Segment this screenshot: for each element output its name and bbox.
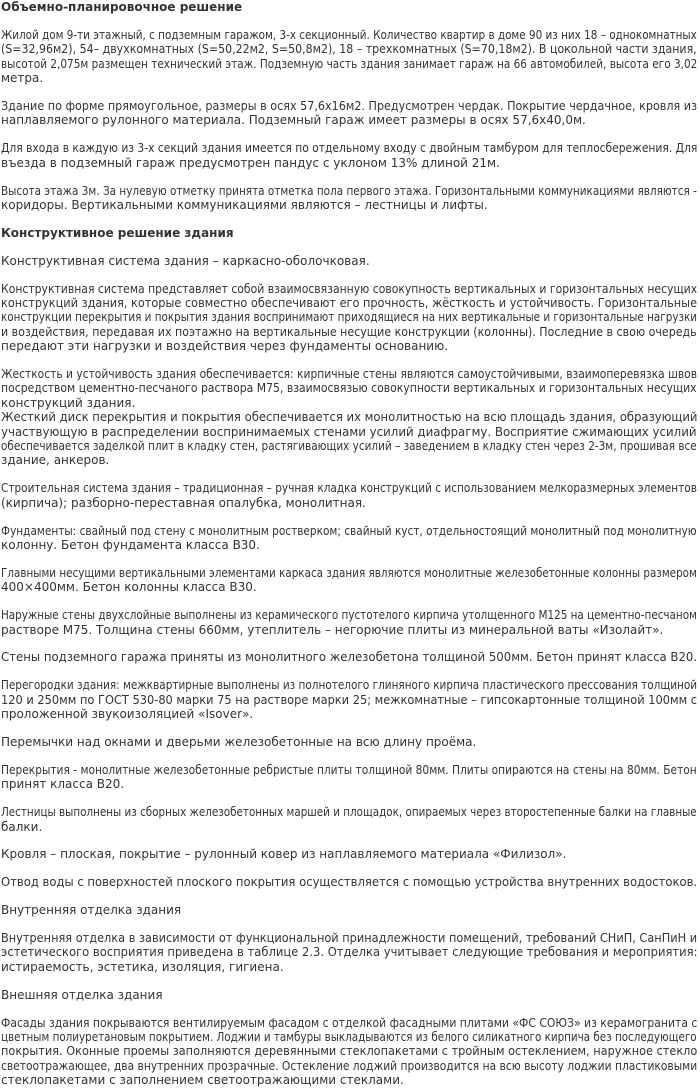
paragraph-gap xyxy=(1,595,700,609)
paragraph-gap xyxy=(1,834,700,848)
paragraph-line: наплавляемого рулонного материала. Подземный гараж имеет размеры в осях 57,6х40,0м. xyxy=(1,113,586,128)
paragraph-gap xyxy=(1,918,700,932)
paragraph-gap xyxy=(1,268,700,282)
paragraph-gap xyxy=(1,468,700,482)
paragraph-gap xyxy=(1,212,700,226)
paragraph xyxy=(1,282,700,354)
paragraph-line: истираемость, эстетика, изоляция, гигиена. xyxy=(1,959,284,974)
paragraph-line: Жилой дом 9-ти этажный, с подземным гаражом, 3-х секционный. Количество квартир в доме 90 из них 18 – однокомнатных xyxy=(1,27,697,42)
paragraph xyxy=(1,650,700,664)
paragraph xyxy=(1,678,700,721)
paragraph-line: растворе М75. Толщина стены 660мм, утеплитель – негорючие плиты из минеральной ваты «Изолайт». xyxy=(1,622,664,637)
paragraph-line: балки. xyxy=(1,819,43,834)
paragraph-line: светоотражающее, два внутренних прозрачные. Остекление лоджий производится на всю высоту лоджии пластиковыми xyxy=(1,1058,698,1073)
paragraph-line: принят класса В20. xyxy=(1,777,125,792)
paragraph-line: Фасады здания покрываются вентилируемым фасадом с отделкой фасадными плитами «ФС СОЮЗ» из керамогранита с xyxy=(1,1015,698,1030)
paragraph-gap xyxy=(1,170,700,184)
paragraph-line: Перегородки здания: межквартирные выполнены из полнотелого глиняного кирпича пластического прессования толщиной xyxy=(1,678,698,693)
paragraph-line: 400×400мм. Бетон колонны класса В30. xyxy=(1,580,257,595)
paragraph-line: здание, анкеров. xyxy=(1,453,110,468)
paragraph-gap xyxy=(1,974,700,988)
paragraph-gap xyxy=(1,128,700,142)
paragraph-line: Здание по форме прямоугольное, размеры в осях 57,6х16м2. Предусмотрен чердак. Покрытие чердачное, кровля из xyxy=(1,98,698,113)
paragraph xyxy=(1,875,700,889)
paragraph-line: Стены подземного гаража приняты из монолитного железобетона толщиной 500мм. Бетон принят класса В20. xyxy=(1,650,698,665)
paragraph-line: Главными несущими вертикальными элементами каркаса здания являются монолитные железобетонные колонны размером xyxy=(1,565,697,580)
paragraph-gap xyxy=(1,792,700,806)
paragraph-gap xyxy=(1,890,700,904)
paragraph-gap xyxy=(1,721,700,735)
paragraph-line: Лестницы выполнены из сборных железобетонных маршей и площадок, опираемых через второстепенные балки на главные xyxy=(1,805,697,820)
heading-text: Конструктивное решение здания xyxy=(1,225,234,240)
paragraph-line: Отвод воды с поверхностей плоского покрытия осуществляется с помощью устройства внутренних водостоков. xyxy=(1,875,698,890)
paragraph-line: колонну. Бетон фундамента класса В30. xyxy=(1,537,260,552)
paragraph-line: стеклопакетами с заполнением светоотражающими стеклами. xyxy=(1,1073,404,1088)
paragraph-line: 120 и 250мм по ГОСТ 530-80 марки 75 на растворе марки 25; межкомнатные – гипсокартонные толщиной 100мм с xyxy=(1,692,698,707)
heading-text: Объемно-планировочное решение xyxy=(1,0,243,14)
paragraph xyxy=(1,903,700,917)
paragraph-line: въезда в подземный гараж предусмотрен пандус с уклоном 13% длиной 21м. xyxy=(1,155,500,170)
paragraph xyxy=(1,608,700,637)
paragraph-gap xyxy=(1,354,700,368)
paragraph xyxy=(1,735,700,749)
paragraph xyxy=(1,805,700,834)
paragraph-line: обеспечивается заделкой плит в кладку стен, растягивающих усилий – заведением в кладку стен через 2-3м, прошивая все xyxy=(1,438,697,453)
paragraph-line: высотой 2,075м размещен технический этаж. Подземную часть здания занимает гараж на 66 автомобилей, высота его 3,02 xyxy=(1,56,698,71)
paragraph-line: Для входа в каждую из 3-х секций здания имеется по отдельному входу с двойным тамбуром для теплосбережения. Для xyxy=(1,141,698,156)
paragraph xyxy=(1,28,700,86)
paragraph-line: (S=32,96м2), 54– двухкомнатных (S=50,22м2, S=50,8м2), 18 – трехкомнатных (S=70,18м2). В цокольной части здания, xyxy=(1,42,697,57)
paragraph xyxy=(1,931,700,974)
paragraph-line: Наружные стены двухслойные выполнены из керамического пустотелого кирпича утолщенного М125 на цементно-песчаном xyxy=(1,608,697,623)
paragraph-line: Высота этажа 3м. За нулевую отметку принята отметка пола первого этажа. Горизонтальными коммуникациями являются - xyxy=(1,183,697,198)
paragraph-line: Конструктивная система представляет собой взаимосвязанную совокупность вертикальных и горизонтальных несущих xyxy=(1,281,698,296)
paragraph-line: проложенной звукоизоляцией «Isover». xyxy=(1,707,254,722)
paragraph-line: Перекрытия - монолитные железобетонные ребристые плиты толщиной 80мм. Плиты опираются на стены на 80мм. Бетон xyxy=(1,762,697,777)
paragraph xyxy=(1,254,700,268)
paragraph-line: коридоры. Вертикальными коммуникациями являются – лестницы и лифты. xyxy=(1,197,488,212)
paragraph-line: Строительная система здания – традиционная – ручная кладка конструкций с использованием мелкоразмерных элементов xyxy=(1,481,697,496)
paragraph xyxy=(1,847,700,861)
paragraph-line: эстетического восприятия приведена в таблице 2.3. Отделка учитывает следующие требования и мероприятия: xyxy=(1,945,698,960)
paragraph-line: Жесткий диск перекрытия и покрытия обеспечивается их монолитностью на всю площадь здания, образующий xyxy=(1,410,698,425)
paragraph-line: Фундаменты: свайный под стену с монолитным ростверком; свайный куст, отдельностоящий монолитный под монолитную xyxy=(1,523,697,538)
paragraph xyxy=(1,141,700,170)
paragraph-gap xyxy=(1,85,700,99)
paragraph-line: цветным полиуретановым покрытием. Лоджии и тамбуры выкладываются из белого силикатного кирпича без последующего xyxy=(1,1030,697,1045)
section-heading xyxy=(1,0,700,14)
paragraph-line: конструкции перекрытия и покрытия здания воспринимают приходящиеся на них вертикальные и горизонтальные нагрузки xyxy=(1,310,698,325)
paragraph-line: Конструктивная система здания – каркасно-оболочковая. xyxy=(1,253,370,268)
paragraph-line: посредством цементно-песчаного раствора М75, взаимосвязью совокупности вертикальных и горизонтальных несущих xyxy=(1,381,697,396)
paragraph xyxy=(1,1016,700,1088)
paragraph-gap xyxy=(1,749,700,763)
paragraph-line: метра. xyxy=(1,71,44,86)
paragraph-gap xyxy=(1,1002,700,1016)
paragraph-gap xyxy=(1,240,700,254)
paragraph-line: Перемычки над окнами и дверьми железобетонные на всю длину проёма. xyxy=(1,734,477,749)
paragraph xyxy=(1,763,700,792)
paragraph-line: конструкций здания. xyxy=(1,395,136,410)
paragraph-gap xyxy=(1,862,700,876)
paragraph xyxy=(1,988,700,1002)
paragraph-line: (кирпича); разборно-переставная опалубка, монолитная. xyxy=(1,495,366,510)
paragraph-gap xyxy=(1,14,700,28)
section-heading xyxy=(1,226,700,240)
paragraph-gap xyxy=(1,665,700,679)
paragraph xyxy=(1,524,700,553)
paragraph xyxy=(1,566,700,595)
paragraph-line: Жесткость и устойчивость здания обеспечивается: кирпичные стены являются самоустойчивыми, взаимоперевязка швов xyxy=(1,367,698,382)
paragraph xyxy=(1,99,700,128)
paragraph-gap xyxy=(1,637,700,651)
paragraph-line: покрытия. Оконные проемы заполняются деревянными стеклопакетами с тройным остеклением, наружное стекло xyxy=(1,1044,698,1059)
paragraph-line: и воздействия, передавая их поэтажно на вертикальные несущие конструкции (колонны). Последние в свою очередь xyxy=(1,324,697,339)
paragraph-line: Внутренняя отделка здания xyxy=(1,903,182,918)
paragraph-line: конструкций здания, которые совместно обеспечивают его прочность, жёсткость и устойчивость. Горизонтальные xyxy=(1,295,698,310)
paragraph-line: Внешняя отделка здания xyxy=(1,987,163,1002)
paragraph-line: Кровля – плоская, покрытие – рулонный ковер из наплавляемого материала «Филизол». xyxy=(1,847,567,862)
paragraph-line: передают эти нагрузки и воздействия через фундаменты основанию. xyxy=(1,339,449,354)
paragraph-line: участвующую в распределении воспринимаемых стенами усилий диафрагму. Восприятие сжимающих усилий xyxy=(1,424,697,439)
paragraph xyxy=(1,367,700,468)
paragraph xyxy=(1,481,700,510)
paragraph-gap xyxy=(1,510,700,524)
paragraph-gap xyxy=(1,552,700,566)
paragraph xyxy=(1,184,700,213)
paragraph-line: Внутренняя отделка в зависимости от функциональной принадлежности помещений, требований СНиП, СанПиН и xyxy=(1,931,698,946)
